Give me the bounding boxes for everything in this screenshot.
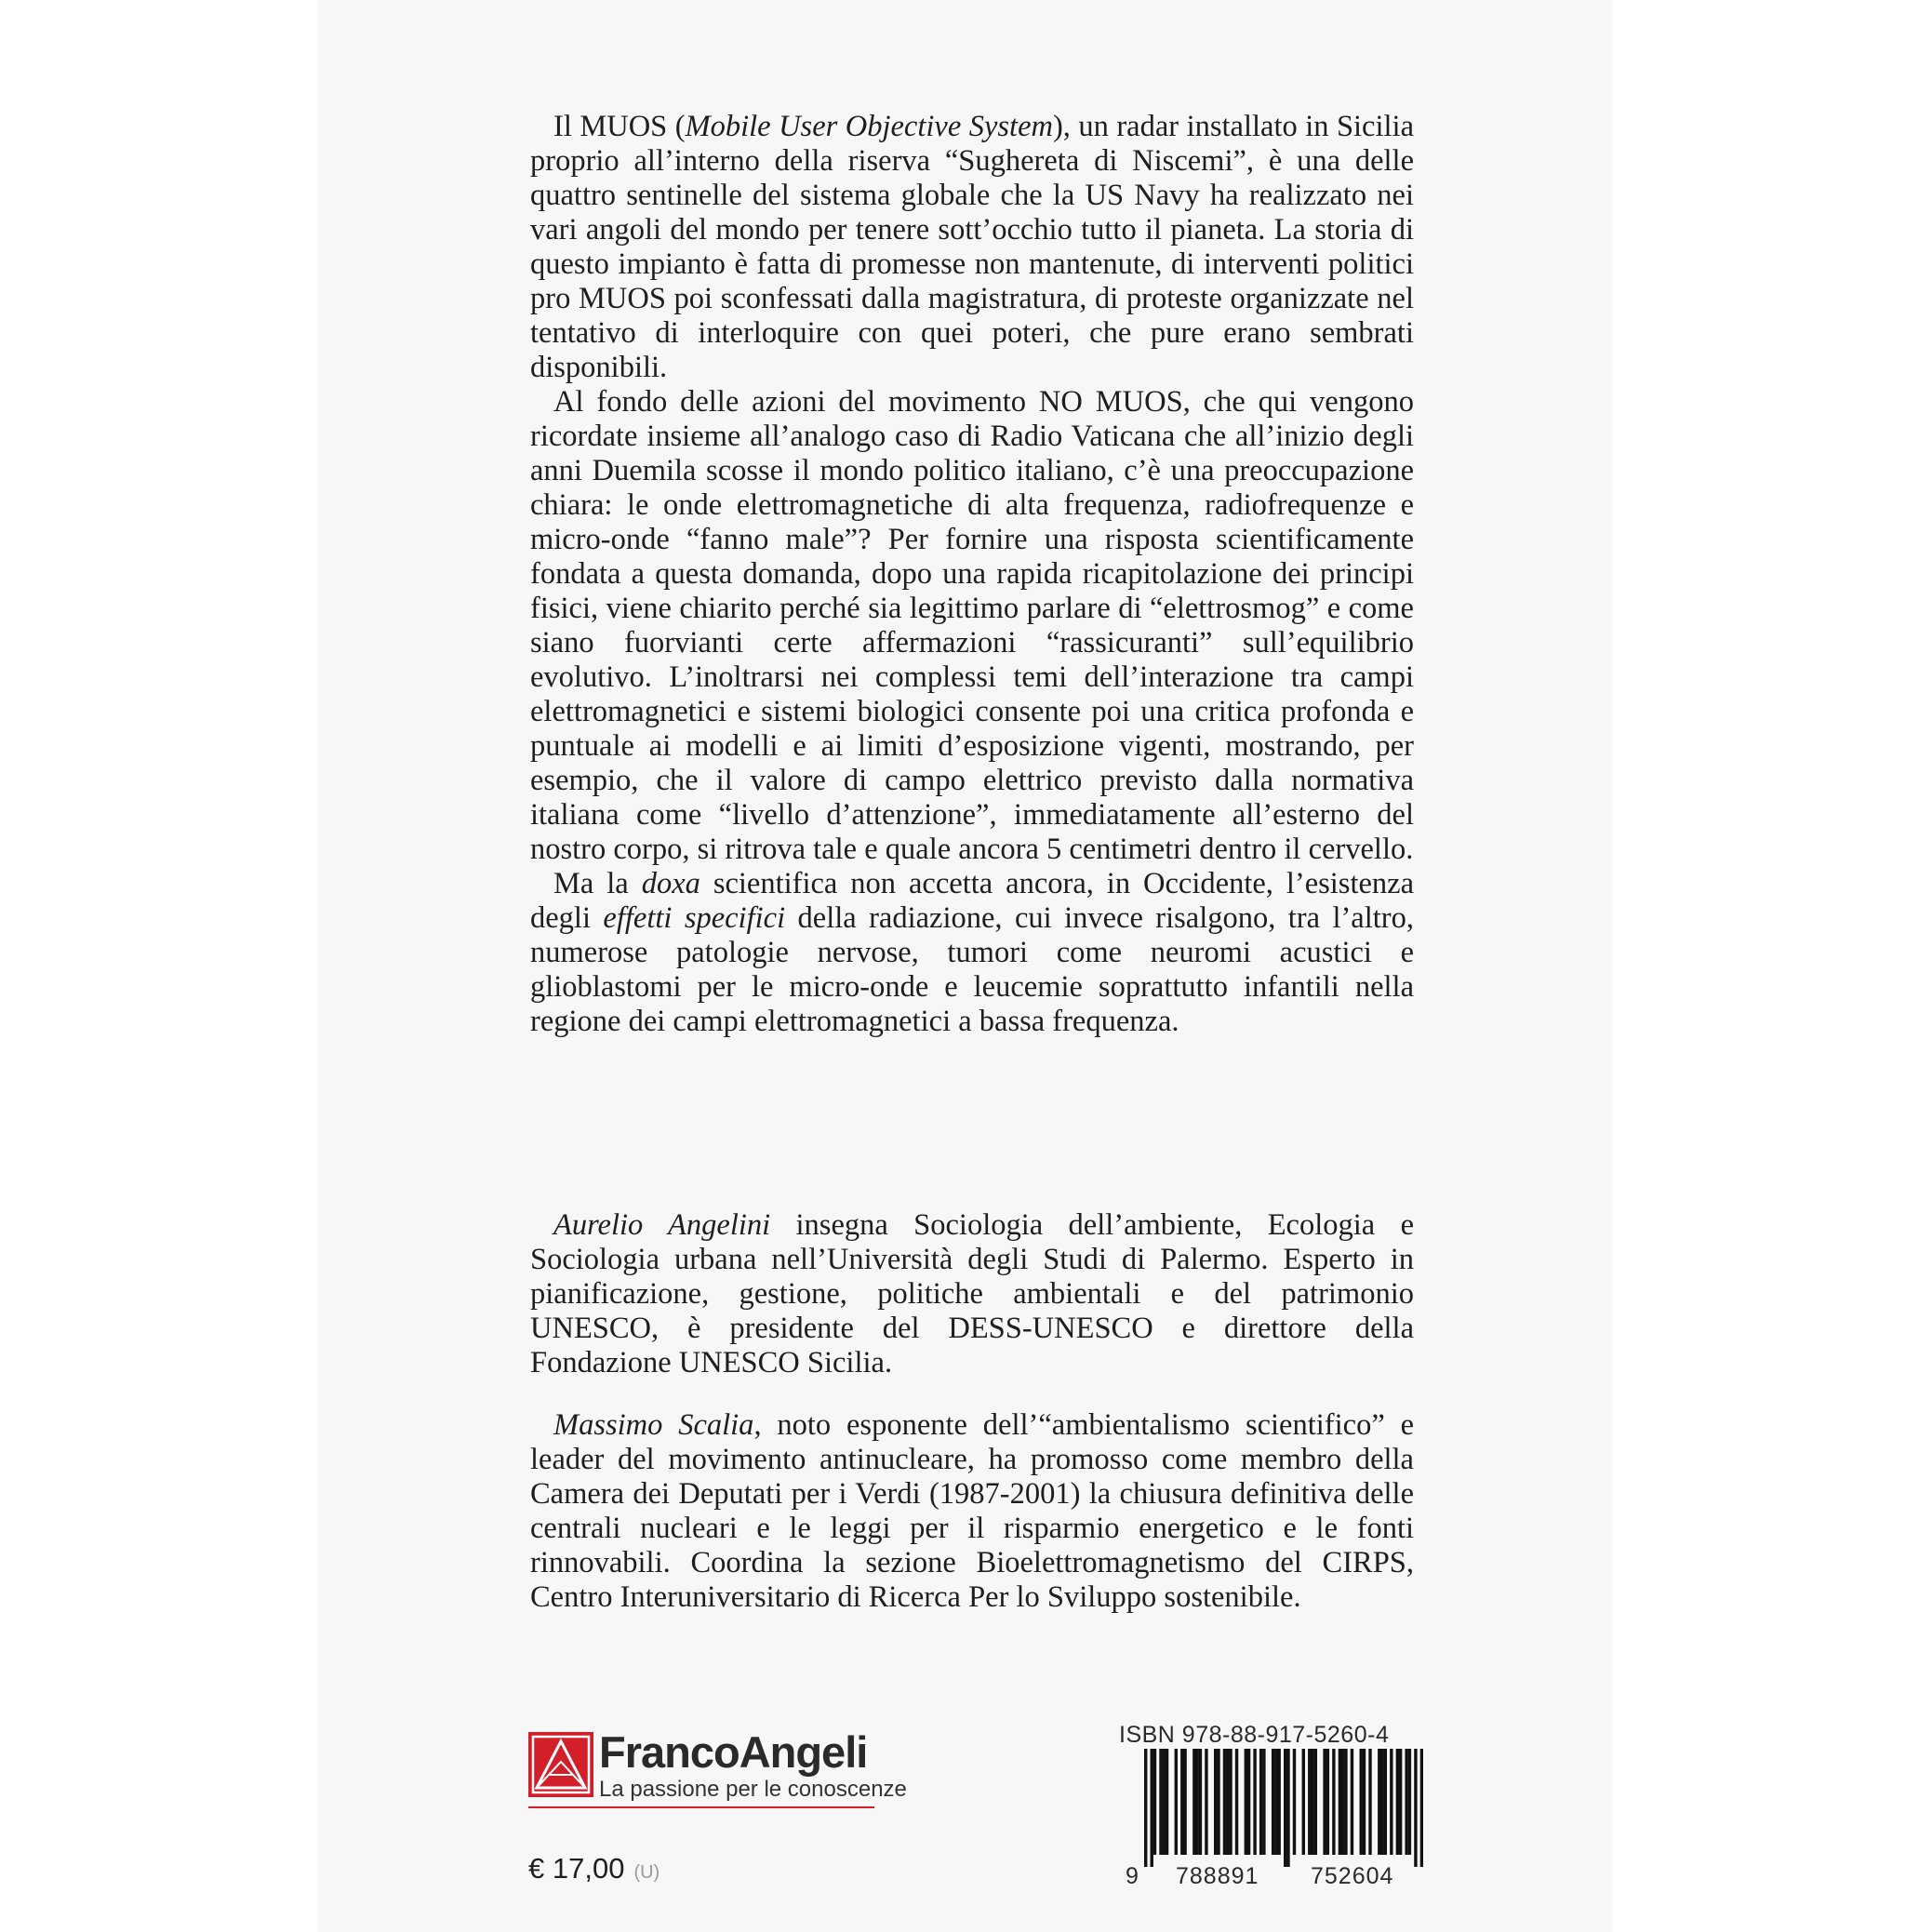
barcode-bar [1183, 1749, 1186, 1855]
barcode-bar [1384, 1749, 1387, 1855]
description-paragraph-3 [530, 867, 1414, 1039]
barcode-bar [1341, 1749, 1344, 1855]
barcode-bar [1323, 1749, 1326, 1855]
text-run: Il MUOS ( [553, 110, 686, 143]
text-run: , noto esponente dell’“ambientalismo scientifico” e leader del movimento antinucleare, ha promosso come membro della Camera dei Deputati per i Verdi (1987-2001) la chiusura definitiva delle centrali nucleari e le leggi per il risparmio energetico e le fonti rinnovabili. Coordina la sezione Bioelettromagnetismo del CIRPS, Centro Interuniversitario di Ricerca Per lo Sviluppo sostenibile. [530, 1408, 1414, 1614]
author-bio-scalia [530, 1408, 1414, 1615]
barcode-bar [1420, 1749, 1423, 1867]
barcode-bar [1314, 1749, 1317, 1855]
italic-run: doxa [641, 867, 700, 900]
barcode-bar [1163, 1749, 1166, 1855]
barcode-bar [1363, 1749, 1366, 1855]
barcode-bar [1253, 1749, 1256, 1855]
barcode-bar [1332, 1749, 1335, 1855]
price-value: € 17,00 [528, 1852, 625, 1885]
barcode-bar [1351, 1749, 1353, 1855]
barcode-digits-left: 788891 [1176, 1863, 1259, 1889]
barcode-bar [1193, 1749, 1195, 1855]
barcode-bar [1284, 1749, 1286, 1867]
barcode-bar [1223, 1749, 1226, 1855]
barcode-bar [1396, 1749, 1399, 1855]
author-bio-angelini [530, 1208, 1414, 1380]
barcode-bar [1405, 1749, 1407, 1855]
barcode-bar [1378, 1749, 1380, 1855]
publisher-logo [528, 1727, 907, 1810]
text-run: insegna Sociologia dell’ambiente, Ecologia e Sociologia urbana nell’Università degli Studi di Palermo. Esperto in pianificazione, gestione, politiche ambientali e del patrimonio UNESCO, è presidente del DESS-UNESCO e direttore della Fondazione UNESCO Sicilia. [530, 1208, 1414, 1379]
text-run: scientifica non accetta ancora, in Occidente, l’esistenza degli [530, 867, 1414, 935]
publisher-name: FrancoAngeli [599, 1727, 868, 1777]
isbn-label: ISBN 978-88-917-5260-4 [1119, 1722, 1390, 1748]
barcode-bar [1399, 1749, 1402, 1855]
barcode-bar [1166, 1749, 1168, 1855]
book-description [530, 110, 1414, 1039]
barcode-bar [1180, 1749, 1183, 1855]
barcode-bar [1262, 1749, 1265, 1855]
barcode-bar [1344, 1749, 1347, 1855]
barcode-bar [1245, 1749, 1247, 1855]
barcode-bar [1339, 1749, 1341, 1855]
barcode-bar [1247, 1749, 1250, 1855]
publisher-tagline: La passione per le conoscenze [599, 1777, 907, 1802]
barcode-bar [1302, 1749, 1305, 1855]
barcode-bar [1235, 1749, 1238, 1855]
barcode-bar [1380, 1749, 1383, 1855]
text-run: Ma la [553, 867, 642, 900]
author-bio-angelini-text [530, 1208, 1414, 1380]
publisher-logo-rule [528, 1806, 874, 1808]
barcode-bar [1274, 1749, 1277, 1855]
barcode-bar [1229, 1749, 1232, 1855]
barcode-bar [1151, 1749, 1153, 1867]
description-paragraph-1 [530, 110, 1414, 385]
barcode-digits-right: 752604 [1311, 1863, 1394, 1889]
barcode-bar [1408, 1749, 1411, 1855]
barcode-bar [1205, 1749, 1207, 1855]
text-run: della radiazione, cui invece risalgono, tra l’altro, numerose patologie nervose, tumori come neuromi acustici e glioblastomi per le micro-onde e leucemie soprattutto infantili nella regione dei campi elettromagnetici a bassa frequenza. [530, 901, 1414, 1038]
price [528, 1852, 660, 1885]
barcode-bar [1259, 1749, 1262, 1855]
barcode-bar [1272, 1749, 1274, 1855]
barcode-digit-first: 9 [1126, 1863, 1139, 1889]
barcode-bar [1159, 1749, 1162, 1855]
francoangeli-logo-icon [528, 1732, 593, 1797]
barcode-bar [1144, 1749, 1147, 1867]
barcode-bar [1286, 1749, 1289, 1867]
price-code: (U) [633, 1862, 660, 1883]
italic-run: Massimo Scalia [553, 1408, 754, 1442]
barcode-bar [1368, 1749, 1371, 1855]
text-run: ), un radar installato in Sicilia proprio all’interno della riserva “Sughereta di Niscemi”, è una delle quattro sentinelle del sistema globale che la US Navy ha realizzato nei vari angoli del mondo per tenere sott’occhio tutto il pianeta. La storia di questo impianto è fatta di promesse non mantenute, di interventi politici pro MUOS poi sconfessati dalla magistratura, di proteste organizzate nel tentativo di interloquire con quei poteri, che pure erano sembrati disponibili. [530, 110, 1414, 384]
barcode-bar [1311, 1749, 1313, 1855]
text-run: Al fondo delle azioni del movimento NO MUOS, che qui vengono ricordate insieme all’analogo caso di Radio Vaticana che all’inizio degli anni Duemila scosse il mondo politico italiano, c’è una preoccupazione chiara: le onde elettromagnetiche di alta frequenza, radiofrequenze e micro-onde “fanno male”? Per fornire una risposta scientificamente fondata a questa domanda, dopo una rapida ricapitolazione dei principi fisici, viene chiarito perché sia legittimo parlare di “elettrosmog” e come siano fuorvianti certe affermazioni “rassicuranti” sull’equilibrio evolutivo. L’inoltrarsi nei complessi temi dell’interazione tra campi elettromagnetici e sistemi biologici consente poi una critica profonda e puntuale ai modelli e ai limiti d’esposizione vigenti, mostrando, per esempio, che il valore di campo elettrico previsto dalla normativa italiana come “livello d’attenzione”, immediatamente all’esterno del nostro corpo, si ritrova tale e quale ancora 5 centimetri dentro il cervello. [530, 385, 1414, 866]
description-paragraph-2 [530, 385, 1414, 867]
barcode-bar [1153, 1749, 1156, 1855]
barcode-icon [1144, 1749, 1423, 1867]
barcode-bar [1308, 1749, 1311, 1855]
author-bio-scalia-text [530, 1408, 1414, 1615]
barcode-bar [1217, 1749, 1219, 1855]
barcode-bar [1326, 1749, 1329, 1855]
barcode-bar [1414, 1749, 1417, 1867]
barcode-bar [1214, 1749, 1217, 1855]
barcode-bar [1360, 1749, 1363, 1855]
italic-run: effetti specifici [603, 901, 786, 935]
italic-run: Mobile User Objective System [685, 110, 1053, 143]
barcode-bar [1195, 1749, 1198, 1855]
barcode-bar [1199, 1749, 1202, 1855]
italic-run: Aurelio Angelini [553, 1208, 771, 1242]
barcode-bar [1175, 1749, 1178, 1855]
barcode-bar [1390, 1749, 1392, 1855]
barcode-bar [1293, 1749, 1296, 1855]
barcode-bar [1277, 1749, 1280, 1855]
barcode-bar [1226, 1749, 1229, 1855]
